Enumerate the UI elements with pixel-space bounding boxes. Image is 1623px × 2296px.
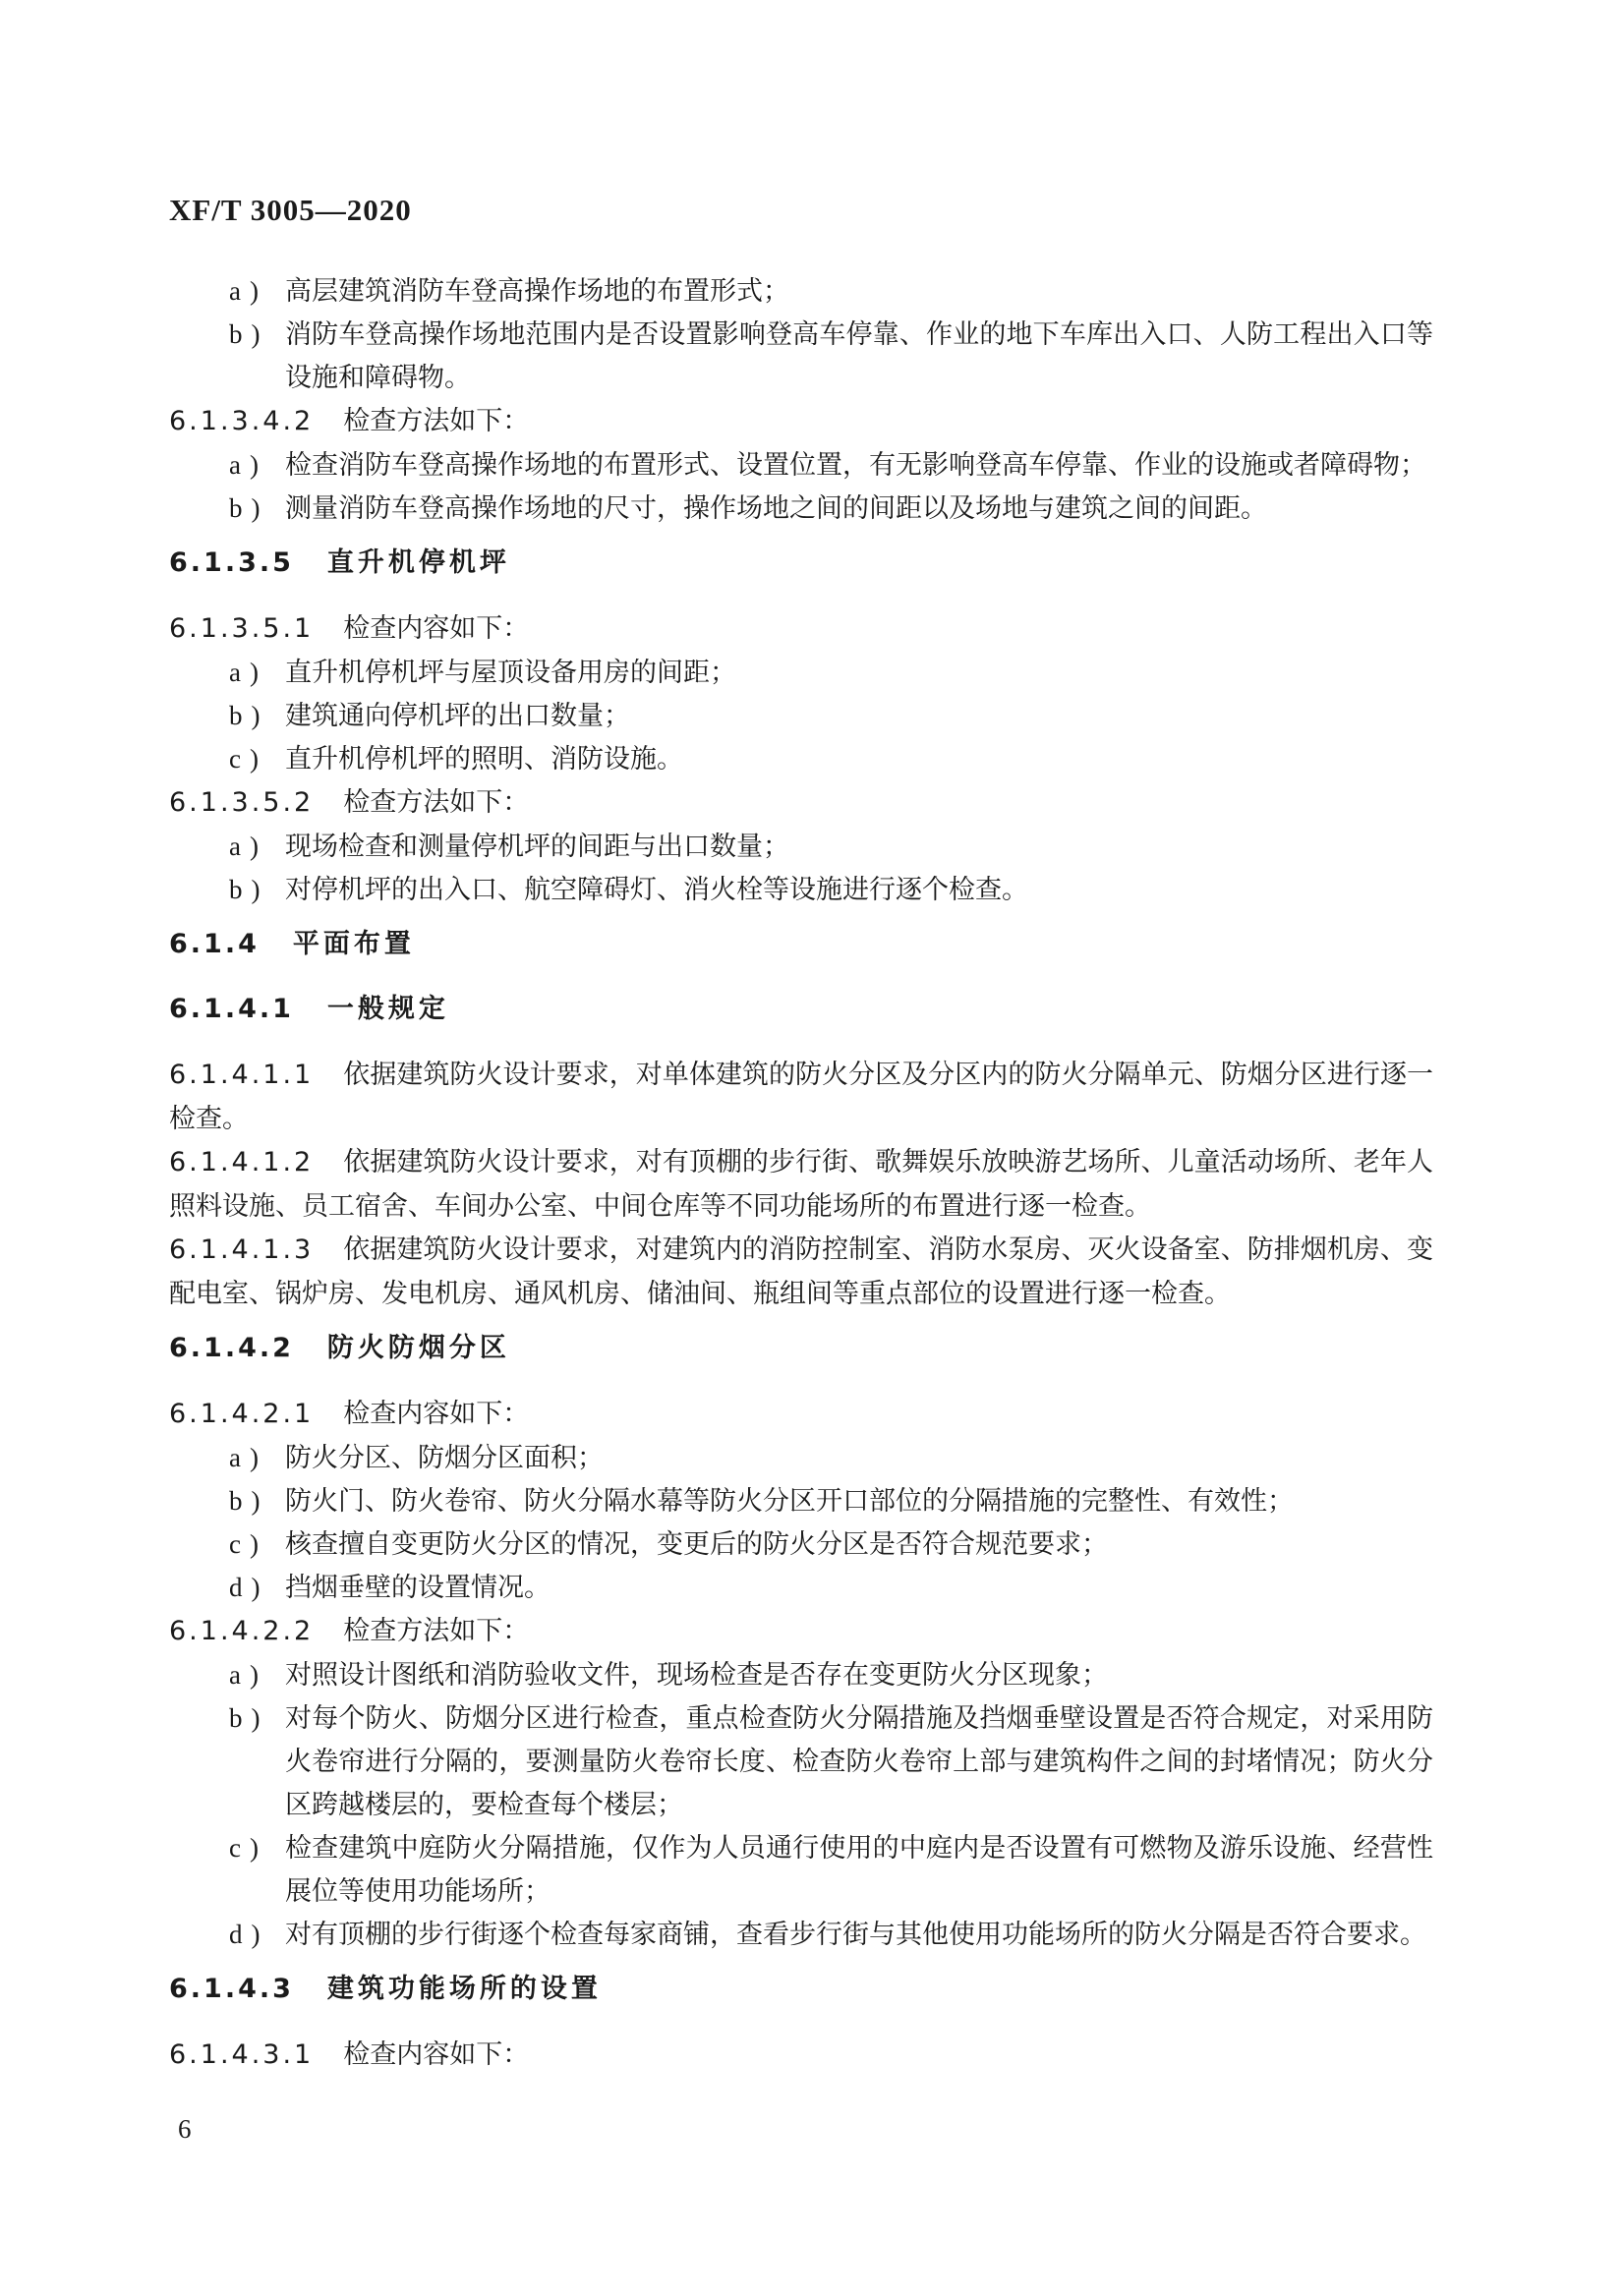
standard-number-header: XF/T 3005—2020	[169, 193, 412, 227]
list-item	[169, 651, 1433, 694]
list-item-marker: b)	[229, 1703, 269, 1733]
list-item-text: 对停机坪的出入口、航空障碍灯、消火栓等设施进行逐个检查。	[285, 875, 1028, 904]
clause-paragraph	[169, 1228, 1433, 1315]
list-item	[169, 694, 1433, 737]
document-body	[169, 269, 1433, 2077]
clause-paragraph	[169, 780, 1433, 825]
list-item	[169, 1522, 1433, 1566]
list-item-text: 消防车登高操作场地范围内是否设置影响登高车停靠、作业的地下车库出入口、人防工程出入口等设施和障碍物。	[285, 319, 1433, 392]
section-heading-title: 建筑功能场所的设置	[326, 1974, 602, 2004]
section-heading-title: 直升机停机坪	[326, 547, 510, 578]
clause-number: 6.1.3.4.2	[169, 406, 315, 436]
list-item-marker: d)	[229, 1573, 269, 1602]
clause-number: 6.1.4.3	[169, 1974, 294, 2004]
list-item-text: 对每个防火、防烟分区进行检查，重点检查防火分隔措施及挡烟垂壁设置是否符合规定，对采用防火卷帘进行分隔的，要测量防火卷帘长度、检查防火卷帘上部与建筑构件之间的封堵情况；防火分区跨越楼层的，要检查每个楼层；	[285, 1703, 1433, 1819]
clause-text: 检查内容如下：	[343, 1399, 530, 1428]
list-item-marker: a)	[229, 1660, 267, 1690]
list-item-text: 核查擅自变更防火分区的情况，变更后的防火分区是否符合规范要求；	[285, 1529, 1108, 1559]
clause-text: 依据建筑防火设计要求，对单体建筑的防火分区及分区内的防火分隔单元、防烟分区进行逐一检查。	[169, 1060, 1433, 1133]
list-item-text: 防火分区、防烟分区面积；	[285, 1443, 604, 1472]
clause-text: 检查内容如下：	[343, 2039, 530, 2069]
list-item-text: 对有顶棚的步行街逐个检查每家商铺，查看步行街与其他使用功能场所的防火分隔是否符合要求。	[285, 1920, 1426, 1949]
clause-number: 6.1.4.2.1	[169, 1399, 315, 1429]
list-item-marker: a)	[229, 1443, 267, 1472]
list-item	[169, 1913, 1433, 1956]
list-item-text: 检查建筑中庭防火分隔措施，仅作为人员通行使用的中庭内是否设置有可燃物及游乐设施、经营性展位等使用功能场所；	[285, 1833, 1433, 1906]
clause-paragraph	[169, 399, 1433, 443]
clause-number: 6.1.3.5.1	[169, 613, 315, 644]
list-item-marker: b)	[229, 875, 269, 904]
list-item	[169, 1653, 1433, 1696]
section-heading	[169, 923, 1433, 966]
clause-number: 6.1.4.2	[169, 1333, 294, 1363]
list-item-text: 对照设计图纸和消防验收文件，现场检查是否存在变更防火分区现象；	[285, 1660, 1108, 1690]
list-item-text: 现场检查和测量停机坪的间距与出口数量；	[285, 832, 789, 861]
clause-number: 6.1.3.5.2	[169, 787, 315, 818]
list-item-marker: a)	[229, 450, 267, 480]
list-item-marker: c)	[229, 1833, 267, 1863]
list-item-marker: b)	[229, 701, 269, 730]
list-item-text: 直升机停机坪与屋顶设备用房的间距；	[285, 658, 736, 687]
clause-text: 依据建筑防火设计要求，对有顶棚的步行街、歌舞娱乐放映游艺场所、儿童活动场所、老年人照料设施、员工宿舍、车间办公室、中间仓库等不同功能场所的布置进行逐一检查。	[169, 1147, 1433, 1221]
clause-number: 6.1.4.3.1	[169, 2039, 315, 2070]
clause-number: 6.1.4.1.2	[169, 1147, 315, 1177]
clause-text: 检查内容如下：	[343, 613, 530, 643]
list-item-text: 直升机停机坪的照明、消防设施。	[285, 744, 683, 774]
clause-paragraph	[169, 1609, 1433, 1653]
clause-number: 6.1.4	[169, 929, 260, 959]
clause-number: 6.1.4.1.3	[169, 1234, 315, 1265]
clause-paragraph	[169, 606, 1433, 651]
clause-text: 检查方法如下：	[343, 406, 530, 435]
list-item-marker: b)	[229, 493, 269, 523]
list-item-text: 挡烟垂壁的设置情况。	[285, 1573, 551, 1602]
list-item-text: 测量消防车登高操作场地的尺寸，操作场地之间的间距以及场地与建筑之间的间距。	[285, 493, 1267, 523]
clause-number: 6.1.3.5	[169, 547, 294, 578]
list-item	[169, 1566, 1433, 1609]
list-item	[169, 443, 1433, 487]
list-item	[169, 313, 1433, 399]
section-heading	[169, 1968, 1433, 2011]
list-item-marker: a)	[229, 276, 267, 306]
list-item-text: 建筑通向停机坪的出口数量；	[285, 701, 630, 730]
list-item	[169, 825, 1433, 868]
list-item	[169, 868, 1433, 911]
section-heading-title: 防火防烟分区	[326, 1333, 510, 1363]
clause-paragraph	[169, 1392, 1433, 1436]
list-item	[169, 1826, 1433, 1913]
section-heading-title: 平面布置	[292, 929, 415, 959]
list-item-marker: b)	[229, 1486, 269, 1516]
clause-number: 6.1.4.2.2	[169, 1616, 315, 1646]
list-item-marker: c)	[229, 1529, 267, 1559]
list-item	[169, 487, 1433, 530]
list-item-text: 高层建筑消防车登高操作场地的布置形式；	[285, 276, 789, 306]
clause-paragraph	[169, 1053, 1433, 1140]
page-number: 6	[178, 2114, 192, 2144]
clause-text: 检查方法如下：	[343, 787, 530, 817]
list-item-marker: c)	[229, 744, 267, 774]
section-heading	[169, 542, 1433, 585]
section-heading	[169, 988, 1433, 1031]
list-item-marker: a)	[229, 658, 267, 687]
list-item-text: 检查消防车登高操作场地的布置形式、设置位置，有无影响登高车停靠、作业的设施或者障碍物；	[285, 450, 1426, 480]
section-heading	[169, 1327, 1433, 1370]
clause-paragraph	[169, 2033, 1433, 2077]
list-item	[169, 1436, 1433, 1479]
list-item	[169, 269, 1433, 313]
clause-number: 6.1.4.1	[169, 994, 294, 1024]
list-item-marker: a)	[229, 832, 267, 861]
list-item	[169, 1479, 1433, 1522]
clause-text: 检查方法如下：	[343, 1616, 530, 1645]
list-item-marker: b)	[229, 319, 269, 349]
list-item-marker: d)	[229, 1920, 269, 1949]
clause-number: 6.1.4.1.1	[169, 1060, 315, 1090]
list-item	[169, 1696, 1433, 1826]
list-item	[169, 737, 1433, 780]
clause-paragraph	[169, 1140, 1433, 1228]
list-item-text: 防火门、防火卷帘、防火分隔水幕等防火分区开口部位的分隔措施的完整性、有效性；	[285, 1486, 1294, 1516]
section-heading-title: 一般规定	[326, 994, 449, 1024]
clause-text: 依据建筑防火设计要求，对建筑内的消防控制室、消防水泵房、灭火设备室、防排烟机房、变配电室、锅炉房、发电机房、通风机房、储油间、瓶组间等重点部位的设置进行逐一检查。	[169, 1234, 1433, 1308]
